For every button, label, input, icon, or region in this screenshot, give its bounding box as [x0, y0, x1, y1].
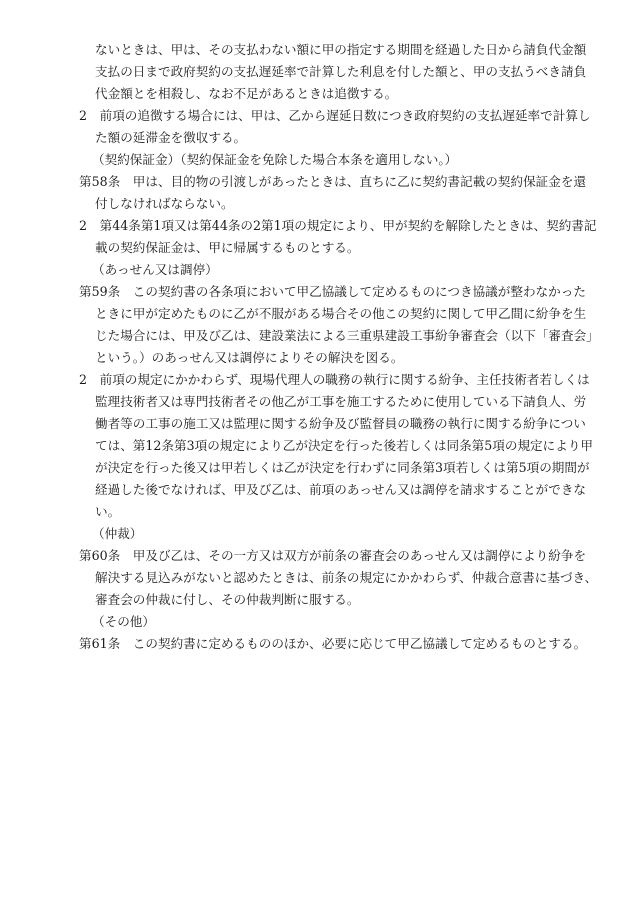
- text-line: 監理技術者又は専門技術者その他乙が工事を施工するために使用している下請負人、労: [95, 394, 587, 409]
- section-heading: （あっせん又は調停）: [92, 262, 218, 277]
- text-line: という。）のあっせん又は調停によりその解決を図る。: [95, 350, 404, 365]
- text-line: 2 前項の規定にかかわらず、現場代理人の職務の執行に関する紛争、主任技術者若しくは: [79, 372, 590, 387]
- text-line: 経過した後でなければ、甲及び乙は、前項のあっせん又は調停を請求することができな: [95, 482, 587, 497]
- text-line: 支払の日まで政府契約の支払遅延率で計算した利息を付した額と、甲の支払うべき請負: [95, 64, 587, 79]
- text-line: 2 前項の追徴する場合には、甲は、乙から遅延日数につき政府契約の支払遅延率で計算し: [79, 108, 591, 123]
- section-heading: （仲裁）: [92, 526, 143, 541]
- text-line: た額の延滞金を徴収する。: [95, 130, 247, 145]
- section-heading: （その他）: [92, 614, 155, 629]
- text-line: ときに甲が定めたものに乙が不服がある場合その他この契約に関して甲乙間に紛争を生: [95, 306, 587, 321]
- section-heading: （契約保証金）（契約保証金を免除した場合本条を適用しない。）: [92, 152, 458, 167]
- text-line: じた場合には、甲及び乙は、建設業法による三重県建設工事紛争審査会（以下「審査会」: [95, 328, 599, 343]
- text-line: 2 第44条第1項又は第44条の2第1項の規定により、甲が契約を解除したときは、契約書記: [79, 218, 597, 233]
- text-line: 第61条 この契約書に定めるもののほか、必要に応じて甲乙協議して定めるものとする。: [79, 636, 587, 651]
- text-line: ないときは、甲は、その支払わない額に甲の指定する期間を経過した日から請負代金額: [95, 42, 587, 57]
- text-line: 審査会の仲裁に付し、その仲裁判断に服する。: [95, 592, 360, 607]
- text-line: い。: [95, 504, 121, 519]
- text-line: が決定を行った後又は甲若しくは乙が決定を行わずに同条第3項若しくは第5項の期間が: [95, 460, 590, 475]
- text-line: 第58条 甲は、目的物の引渡しがあったときは、直ちに乙に契約書記載の契約保証金を還: [79, 174, 587, 189]
- text-line: 第59条 この契約書の各条項において甲乙協議して定めるものにつき協議が整わなかった: [79, 284, 586, 299]
- text-line: 解決する見込みがないと認めたときは、前条の規定にかかわらず、仲裁合意書に基づき、: [95, 570, 598, 585]
- text-line: 付しなければならない。: [95, 196, 234, 211]
- text-line: 代金額とを相殺し、なお不足があるときは追徴する。: [95, 86, 398, 101]
- text-line: 載の契約保証金は、甲に帰属するものとする。: [95, 240, 360, 255]
- text-line: 第60条 甲及び乙は、その一方又は双方が前条の審査会のあっせん又は調停により紛争を: [79, 548, 587, 563]
- text-line: 働者等の工事の施工又は監理に関する紛争及び監督員の職務の執行に関する紛争につい: [95, 416, 586, 431]
- text-line: ては、第12条第3項の規定により乙が決定を行った後若しくは同条第5項の規定により甲: [95, 438, 594, 453]
